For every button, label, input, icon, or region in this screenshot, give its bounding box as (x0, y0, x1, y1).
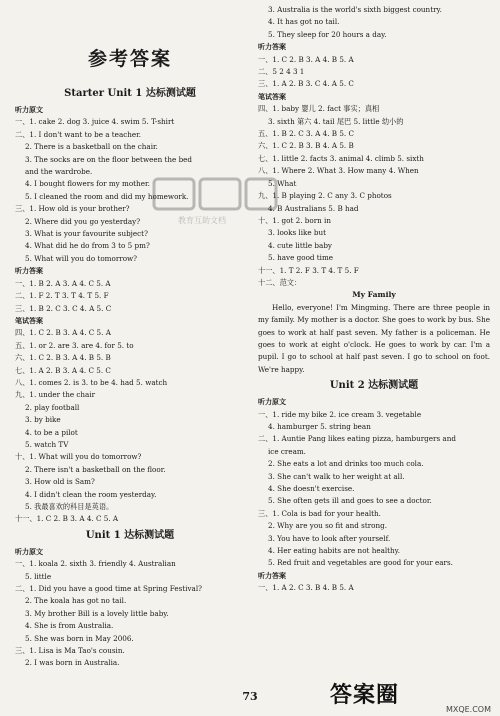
answer-line: 5. What (268, 178, 297, 188)
answer-line: 2. She eats a lot and drinks too much cola. (268, 459, 424, 469)
answer-line: 二、5 2 4 3 1 (258, 67, 305, 77)
answer-line: 七、1. little 2. facts 3. animal 4. climb 5. sixth (258, 153, 424, 163)
essay-text: Hello, everyone! I'm Mingming. There are three people in my family. My mother is a doctor. She goes to work by bus. She goes to work at half past seven. My father is a policeman. He goes to work at eight o'clock. He goes to work by car. I'm a pupil. I go to school at half past seven. I go to school on foot. We're happy. (258, 302, 490, 374)
answer-line: 3. looks like but (268, 228, 327, 238)
answer-line: 5. watch TV (25, 439, 69, 449)
answer-line: 十、1. got 2. born in (258, 215, 331, 225)
corner-watermark (330, 678, 495, 714)
answer-line: 2. There isn't a basketball on the floor. (25, 464, 166, 474)
watermark-main: 答案圈 (330, 683, 400, 708)
answer-line: 5. little (25, 571, 52, 581)
unit2-listening-answers (258, 582, 490, 594)
answer-line: 3. by bike (25, 415, 61, 425)
answer-line: 4. Her eating habits are not healthy. (268, 546, 401, 556)
section-heading: 听力原文 (15, 106, 43, 114)
answer-line: ice cream. (268, 446, 306, 456)
answer-line: 一、1. C 2. B 3. A 4. B 5. A (258, 54, 354, 64)
answer-line: 一、1. ride my bike 2. ice cream 3. vegetable (258, 409, 422, 419)
center-watermark (150, 175, 280, 235)
answer-line: 十、1. What will you do tomorrow? (15, 452, 142, 462)
answer-line: 4. She doesn't exercise. (268, 484, 355, 494)
answer-line: 五、1. or 2. are 3. are 4. for 5. to (15, 340, 134, 350)
starter-listening-answers (15, 278, 245, 315)
answer-line: 2. I was born in Australia. (25, 658, 120, 668)
answer-line: 3. Australia is the world's sixth biggest country. (268, 5, 442, 14)
starter-written-answers (15, 327, 245, 526)
answer-line: 九、1. under the chair (15, 390, 96, 400)
answer-line: 3. What is your favourite subject? (25, 229, 148, 239)
answer-line: 三、1. A 2. B 3. C 4. A 5. C (258, 79, 354, 89)
answer-line: 八、1. comes 2. is 3. to be 4. had 5. watch (15, 377, 168, 387)
answer-line: 三、1. Cola is bad for your health. (258, 508, 381, 518)
answer-line: 一、1. koala 2. sixth 3. friendly 4. Australian (15, 559, 176, 569)
page-title: 参考答案 (87, 48, 172, 70)
section-heading: 笔试答案 (258, 92, 286, 101)
answer-line: 5. She was born in May 2006. (25, 633, 134, 643)
answer-line: 三、1. B 2. C 3. C 4. A 5. C (15, 303, 112, 313)
answer-line: 2. play football (25, 402, 80, 412)
page-number: 73 (242, 690, 258, 703)
answer-line: 六、1. C 2. B 3. A 4. B 5. B (15, 353, 111, 363)
right-column (258, 4, 490, 595)
answer-line: 3. sixth 第六 4. tail 尾巴 5. little 幼小的 (268, 116, 404, 126)
answer-line: 十一、1. T 2. F 3. T 4. T 5. F (258, 265, 359, 275)
answer-line: 4. B Australians 5. B had (268, 203, 359, 213)
essay-title: My Family (352, 290, 396, 300)
section-heading: 听力答案 (15, 267, 43, 276)
unit1-listening-text-cont (258, 4, 490, 41)
answer-line: 二、1. Did you have a good time at Spring Festival? (15, 584, 202, 594)
answer-line: 5. have good time (268, 253, 334, 263)
answer-line: 3. My brother Bill is a lovely little baby. (25, 608, 169, 618)
answer-line: and the wardrobe. (25, 167, 93, 177)
unit1-title: Unit 1 达标测试题 (85, 529, 175, 541)
answer-line: 七、1. A 2. B 3. A 4. C 5. C (15, 365, 111, 375)
answer-line: 2. Where did you go yesterday? (25, 216, 141, 226)
answer-line: 五、1. B 2. C 3. A 4. B 5. C (258, 129, 354, 139)
answer-line: 4. What did he do from 3 to 5 pm? (25, 241, 150, 251)
answer-line: 九、1. B playing 2. C any 3. C photos (258, 191, 392, 201)
answer-line: 六、1. C 2. B 3. B 4. A 5. B (258, 141, 354, 151)
section-heading: 听力原文 (15, 547, 43, 556)
section-heading: 听力原文 (258, 398, 286, 407)
watermark-caption: 教育互助文档 (178, 216, 226, 225)
answer-line: 二、1. F 2. T 3. T 4. T 5. F (15, 291, 109, 301)
answer-line: 3. How old is Sam? (25, 477, 95, 487)
watermark-logo-icon (150, 175, 280, 235)
answer-line: 二、1. I don't want to be a teacher. (15, 129, 142, 139)
starter-unit-title: Starter Unit 1 达标测试题 (64, 88, 196, 99)
answer-line: 5. She often gets ill and goes to see a doctor. (268, 496, 432, 506)
answer-line: 三、1. How old is your brother? (15, 204, 130, 214)
answer-line: 4. It has got no tail. (268, 17, 340, 27)
answer-line: 四、1. C 2. B 3. A 4. C 5. A (15, 328, 111, 338)
answer-line: 4. I bought flowers for my mother. (25, 179, 150, 189)
answer-line: 3. The socks are on the floor between the bed (25, 154, 193, 164)
answer-line: 2. The koala has got no tail. (25, 596, 127, 606)
answer-line: 3. You have to look after yourself. (268, 533, 391, 543)
answer-line: 4. hamburger 5. string bean (268, 422, 371, 431)
answer-line: 八、1. Where 2. What 3. How many 4. When (258, 166, 419, 176)
answer-line: 4. She is from Australia. (25, 621, 114, 631)
answer-line: 十一、1. C 2. B 3. A 4. C 5. A (15, 514, 119, 524)
answer-line: 5. They sleep for 20 hours a day. (268, 29, 387, 39)
unit2-title: Unit 2 达标测试题 (329, 380, 419, 392)
section-heading: 听力答案 (258, 43, 286, 52)
answer-line: 十二、范文： (258, 277, 302, 287)
unit2-listening-text (258, 409, 490, 570)
answer-line: 4. to be a pilot (25, 427, 78, 437)
answer-line: 2. Why are you so fit and strong. (268, 521, 387, 531)
answer-line: 一、1. cake 2. dog 3. juice 4. swim 5. T-shirt (15, 117, 175, 127)
answer-line: 4. cute little baby (268, 240, 332, 250)
section-heading: 笔试答案 (15, 316, 43, 325)
unit1-written-answers (258, 103, 490, 289)
essay (258, 302, 490, 376)
answer-line: 三、1. Lisa is Ma Tao's cousin. (15, 646, 125, 656)
answer-line: 二、1. Auntie Pang likes eating pizza, hamburgers and (258, 434, 456, 444)
answer-line: 4. I didn't clean the room yesterday. (25, 489, 157, 499)
unit1-listening-answers (258, 54, 490, 91)
answer-line: 5. What will you do tomorrow? (25, 253, 138, 263)
answer-line: 5. I cleaned the room and did my homework. (25, 191, 189, 201)
answer-line: 一、1. B 2. A 3. A 4. C 5. A (15, 278, 111, 288)
answer-line: 2. There is a basketball on the chair. (25, 142, 158, 152)
answer-line: 一、1. A 2. C 3. B 4. B 5. A (258, 583, 354, 593)
answer-line: 3. She can't walk to her weight at all. (268, 471, 405, 481)
section-heading: 听力答案 (258, 571, 286, 580)
answer-line: 5. Red fruit and vegetables are good for your ears. (268, 558, 453, 568)
answer-line: 四、1. baby 婴儿 2. fact 事实；真相 (258, 104, 380, 114)
answer-line: 5. 我最喜欢的科目是英语。 (25, 502, 114, 511)
left-column (15, 84, 245, 670)
watermark-sub: MXQE.COM (445, 705, 491, 714)
unit1-listening-text (15, 558, 245, 670)
